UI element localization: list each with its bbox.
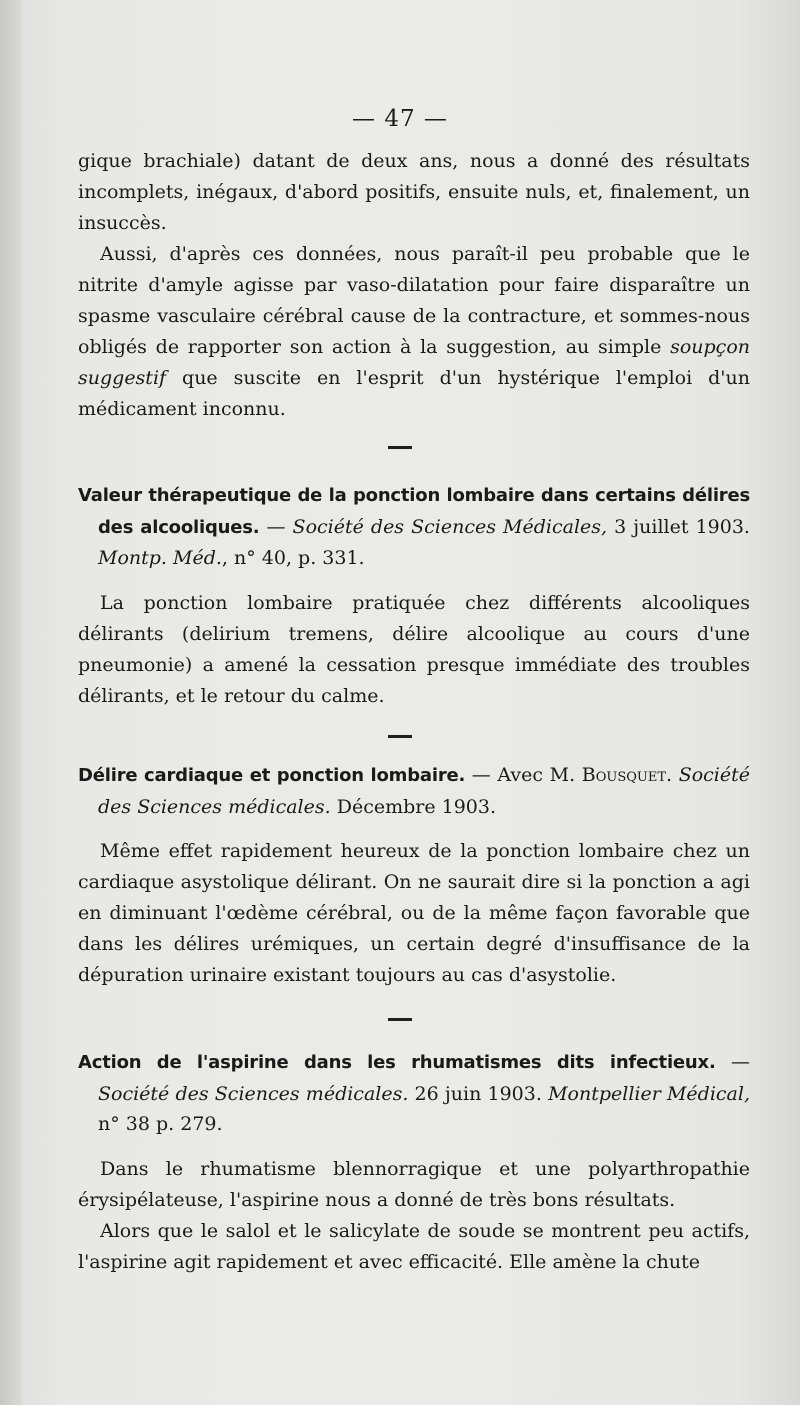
section-separator [388, 735, 412, 738]
section-separator [388, 1018, 412, 1021]
intro-paragraph-1: gique brachiale) datant de deux ans, nous a donné des résultats incomplets, inégaux, d'abord positifs, ensuite nuls, et, finalement, un insuccès. [78, 150, 750, 234]
entry-title: Délire cardiaque et ponction lombaire. [78, 765, 466, 786]
entry-heading: Délire cardiaque et ponction lombaire. — Avec M. Bousquet. Société des Sciences médicales. Décembre 1903. [78, 764, 750, 818]
section-separator [388, 446, 412, 449]
entry-body-paragraph: Même effet rapidement heureux de la ponction lombaire chez un cardiaque asystolique délirant. On ne saurait dire si la ponction a agi en diminuant l'œdème cérébral, ou de la même façon favorable que dans les délires urémiques, un certain degré d'insuffisance de la dépuration urinaire existant toujours au cas d'asystolie. [78, 840, 750, 986]
entry-body-paragraph: Dans le rhumatisme blennorragique et une polyarthropathie érysipélateuse, l'aspirine nous a donné de très bons résultats. [78, 1157, 750, 1211]
entry-title: Action de l'aspirine dans les rhumatismes dits infectieux. [78, 1052, 716, 1073]
page-binding-edge [0, 0, 22, 1405]
intro-section [78, 146, 750, 425]
entry-heading: Action de l'aspirine dans les rhumatismes dits infectieux. — Société des Sciences médicales. 26 juin 1903. Montpellier Médical, n° 38 p. 279. [78, 1051, 750, 1135]
entry-heading: Valeur thérapeutique de la ponction lombaire dans certains délires des alcooliques. — Société des Sciences Médicales, 3 juillet 1903. Montp. Méd., n° 40, p. 331. [78, 485, 750, 569]
intro-paragraph-2: Aussi, d'après ces données, nous paraît-il peu probable que le nitrite d'amyle agisse par vaso-dilatation pour faire disparaître un spasme vasculaire cérébral cause de la contracture, et sommes-nous obligés de rapporter son action à la suggestion, au simple soupçon suggestif que suscite en l'esprit d'un hystérique l'emploi d'un médicament inconnu. [78, 243, 750, 420]
page-number: — 47 — [352, 106, 448, 132]
entry-title: Valeur thérapeutique de la ponction lombaire dans certains délires des alcooliques. [78, 485, 750, 538]
entry-aspirine-rhumatismes [78, 1047, 750, 1278]
entry-body-paragraph: La ponction lombaire pratiquée chez différents alcooliques délirants (delirium tremens, délire alcoolique au cours d'une pneumonie) a amené la cessation presque immédiate des troubles délirants, et le retour du calme. [78, 591, 750, 707]
entry-body-paragraph: Alors que le salol et le salicylate de soude se montrent peu actifs, l'aspirine agit rapidement et avec efficacité. Elle amène la chute [78, 1219, 750, 1273]
author-name: Bousquet [581, 764, 667, 786]
entry-ponction-alcooliques [78, 480, 750, 712]
entry-delire-cardiaque [78, 760, 750, 991]
